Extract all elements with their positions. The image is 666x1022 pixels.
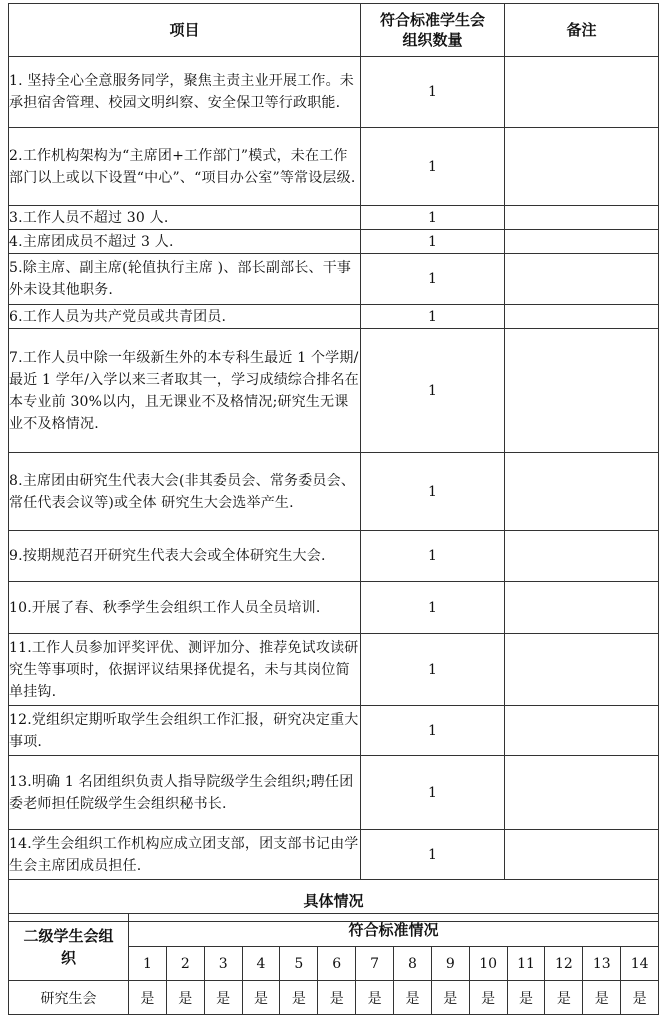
count-header (361, 4, 505, 57)
item-note (505, 531, 659, 582)
table-row (9, 230, 659, 254)
table-row (9, 634, 659, 706)
org-name: 研究生会 (9, 981, 129, 1015)
item-count: 1 (361, 230, 505, 254)
item-note (505, 57, 659, 128)
item-text: 3.工作人员不超过 30 人. (9, 206, 361, 230)
compliance-table (8, 913, 659, 1015)
table-row (9, 453, 659, 531)
item-text: 8.主席团由研究生代表大会(非其委员会、常务委员会、常任代表会议等)或全体 研究生大会选举产生. (9, 453, 361, 531)
item-note (505, 634, 659, 706)
item-text: 12.党组织定期听取学生会组织工作汇报，研究决定重大事项. (9, 706, 361, 756)
compliance-value: 是 (507, 981, 545, 1015)
criterion-number: 6 (318, 947, 356, 981)
table-row (9, 756, 659, 830)
item-count: 1 (361, 830, 505, 880)
compliance-header-row (9, 914, 659, 947)
item-note (505, 756, 659, 830)
compliance-value: 是 (394, 981, 432, 1015)
criterion-number: 11 (507, 947, 545, 981)
item-text: 4.主席团成员不超过 3 人. (9, 230, 361, 254)
compliance-value: 是 (129, 981, 167, 1015)
table-row (9, 254, 659, 305)
item-text: 10.开展了春、秋季学生会组织工作人员全员培训. (9, 582, 361, 634)
criteria-header: 符合标准情况 (129, 914, 659, 947)
table-row (9, 582, 659, 634)
criterion-number: 3 (204, 947, 242, 981)
item-count: 1 (361, 531, 505, 582)
item-count: 1 (361, 756, 505, 830)
compliance-value: 是 (583, 981, 621, 1015)
item-count: 1 (361, 254, 505, 305)
compliance-value: 是 (356, 981, 394, 1015)
item-note (505, 453, 659, 531)
table-row (9, 206, 659, 230)
criterion-number: 2 (166, 947, 204, 981)
compliance-value: 是 (431, 981, 469, 1015)
criterion-number: 1 (129, 947, 167, 981)
item-note (505, 706, 659, 756)
item-count: 1 (361, 305, 505, 329)
item-count: 1 (361, 128, 505, 206)
criterion-number: 10 (469, 947, 507, 981)
item-note (505, 329, 659, 453)
criterion-number: 14 (621, 947, 659, 981)
item-note (505, 582, 659, 634)
item-text: 11.工作人员参加评奖评优、测评加分、推荐免试攻读研究生等事项时，依据评议结果择优提名，未与其岗位简单挂钩. (9, 634, 361, 706)
criterion-number: 12 (545, 947, 583, 981)
item-note (505, 230, 659, 254)
item-note (505, 305, 659, 329)
item-count: 1 (361, 634, 505, 706)
org-header-text: 二级学生会组织 (23, 927, 114, 967)
item-count: 1 (361, 57, 505, 128)
item-text: 14.学生会组织工作机构应成立团支部，团支部书记由学生会主席团成员担任. (9, 830, 361, 880)
table-row (9, 329, 659, 453)
org-header (9, 914, 129, 981)
criterion-number: 8 (394, 947, 432, 981)
item-text: 1. 坚持全心全意服务同学，聚焦主责主业开展工作。未承担宿舍管理、校园文明纠察、安全保卫等行政职能. (9, 57, 361, 128)
item-text: 7.工作人员中除一年级新生外的本专科生最近 1 个学期/最近 1 学年/入学以来三者取其一，学习成绩综合排名在本专业前 30%以内，且无课业不及格情况;研究生无课业不及格情况. (9, 329, 361, 453)
item-note (505, 128, 659, 206)
item-text: 6.工作人员为共产党员或共青团员. (9, 305, 361, 329)
compliance-value: 是 (621, 981, 659, 1015)
compliance-value: 是 (469, 981, 507, 1015)
item-count: 1 (361, 706, 505, 756)
item-count: 1 (361, 582, 505, 634)
compliance-value: 是 (280, 981, 318, 1015)
section-title: 具体情况 (9, 880, 659, 922)
item-count: 1 (361, 329, 505, 453)
compliance-value: 是 (545, 981, 583, 1015)
item-note (505, 830, 659, 880)
table-row (9, 128, 659, 206)
compliance-value: 是 (242, 981, 280, 1015)
compliance-value: 是 (166, 981, 204, 1015)
note-header: 备注 (505, 4, 659, 57)
item-count: 1 (361, 453, 505, 531)
compliance-value: 是 (204, 981, 242, 1015)
table-row (9, 57, 659, 128)
item-text: 9.按期规范召开研究生代表大会或全体研究生大会. (9, 531, 361, 582)
compliance-value: 是 (318, 981, 356, 1015)
table-row (9, 531, 659, 582)
criterion-number: 7 (356, 947, 394, 981)
table-row (9, 305, 659, 329)
item-text: 5.除主席、副主席(轮值执行主席 )、部长副部长、干事外未设其他职务. (9, 254, 361, 305)
item-note (505, 206, 659, 230)
criterion-number: 13 (583, 947, 621, 981)
header-row (9, 4, 659, 57)
item-text: 2.工作机构架构为“主席团+工作部门”模式，未在工作部门以上或以下设置“中心”、“项目办公室”等常设层级. (9, 128, 361, 206)
standards-table (8, 3, 659, 922)
item-header: 项目 (9, 4, 361, 57)
items-body (9, 57, 659, 922)
table-row (9, 830, 659, 880)
count-header-text: 符合标准学生会组织数量 (379, 11, 485, 49)
criterion-number: 9 (431, 947, 469, 981)
criterion-number: 5 (280, 947, 318, 981)
table-row (9, 981, 659, 1015)
item-note (505, 254, 659, 305)
item-count: 1 (361, 206, 505, 230)
criterion-number: 4 (242, 947, 280, 981)
item-text: 13.明确 1 名团组织负责人指导院级学生会组织;聘任团委老师担任院级学生会组织秘书长. (9, 756, 361, 830)
table-row (9, 706, 659, 756)
